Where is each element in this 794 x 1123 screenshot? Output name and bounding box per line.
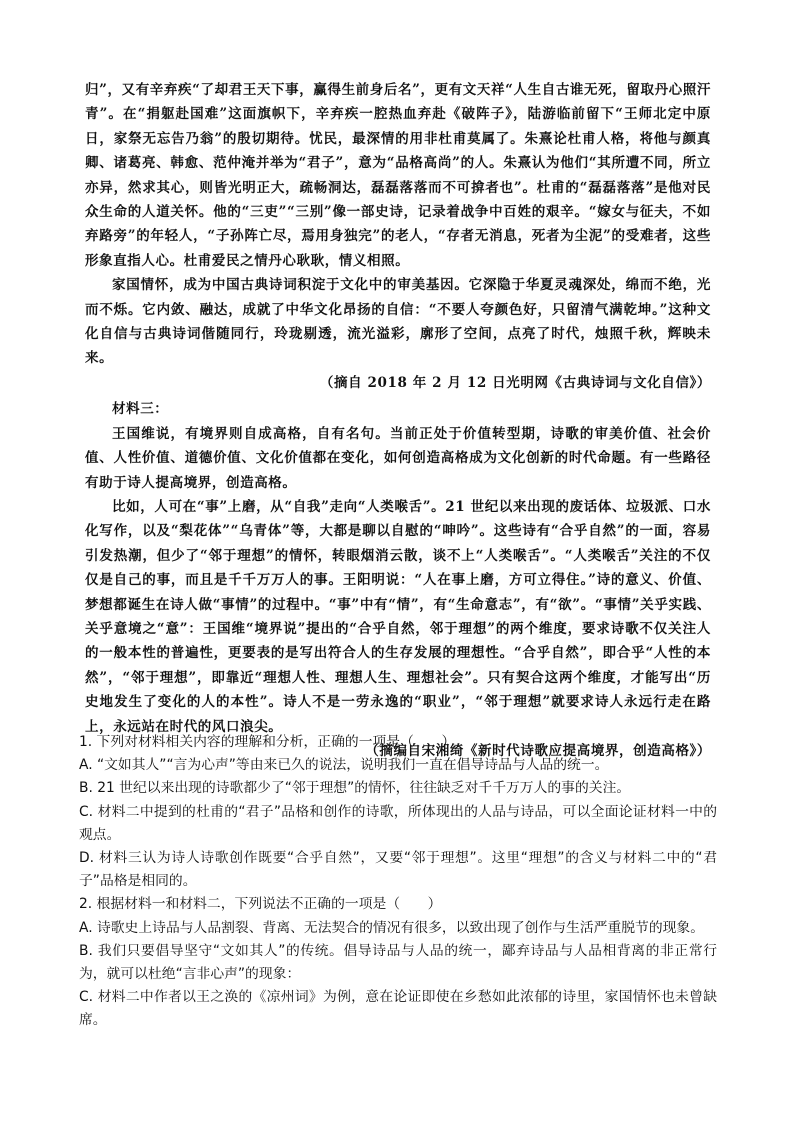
question-stem: 2. 根据材料一和材料二，下列说法不正确的一项是（ ） — [79, 896, 442, 913]
answer-option: D. 材料三认为诗人诗歌创作既要“合乎自然”，又要“邻于理想”。这里“理想”的含义与材料二中的“君子”品格是相同的。 — [79, 850, 717, 890]
passage-paragraph: 家国情怀，成为中国古典诗词积淀于文化中的审美基因。它深隐于华夏灵魂深处，绵而不绝，光而不烁。它内敛、融达，成就了中华文化昂扬的自信：“不要人夸颜色好，只留清气满乾坤。”这种文化自信与古典诗词偕随同行，玲珑剔透，流光溢彩，廓形了空间，点亮了时代，烛照千秋，辉映未来。 — [85, 277, 711, 367]
material-heading: 材料三： — [112, 401, 169, 418]
answer-option: A. 诗歌史上诗品与人品割裂、背离、无法契合的情况有很多，以致出现了创作与生活严重脱节的现象。 — [79, 919, 705, 936]
question-section — [79, 731, 717, 1033]
answer-option: C. 材料二中提到的杜甫的“君子”品格和创作的诗歌，所体现出的人品与诗品，可以全面论证材料一中的观点。 — [79, 803, 717, 843]
passage-source: （摘自 2018 年 2 月 12 日光明网《古典诗词与文化自信》） — [319, 374, 711, 391]
passage-paragraph: 比如，人可在“事”上磨，从“自我”走向“人类喉舌”。21 世纪以来出现的废话体、垃圾派、口水化写作，以及“梨花体”“乌青体”等，大都是聊以自慰的“呻吟”。这些诗有“合乎自然”的一面，容易引发热潮，但少了“邻于理想”的情怀，转眼烟消云散，谈不上“人类喉舌”。“人类喉舌”关注的不仅仅是自己的事，而且是千千万万人的事。王阳明说：“人在事上磨，方可立得住。”诗的意义、价值、梦想都诞生在诗人做“事情”的过程中。“事”中有“情”，有“生命意志”，有“欲”。“事情”关乎实践、关乎意境之“意”：王国维“境界说”提出的“合乎自然，邻于理想”的两个维度，要求诗歌不仅关注人的一般本性的普遍性，更要表的是写出符合人的生存发展的理想性。“合乎自然”，即合乎“人性的本然”，“邻于理想”，即靠近“理想人性、理想人生、理想社会”。只有契合这两个维度，才能写出“历史地发生了变化的人的本性”。诗人不是一劳永逸的“职业”，“邻于理想”就要求诗人永远行走在路上，永远站在时代的风口浪尖。 — [85, 498, 711, 735]
question-2 — [79, 893, 717, 1032]
answer-option: B. 我们只要倡导坚守“文如其人”的传统。倡导诗品与人品的统一，鄙弃诗品与人品相背离的非正常行为，就可以杜绝“言非心声”的现象： — [79, 942, 717, 983]
passage-source: （摘编自宋湘绮《新时代诗歌应提高境界，创造高格》） — [365, 742, 711, 759]
answer-option: B. 21 世纪以来出现的诗歌都少了“邻于理想”的情怀，往往缺乏对千千万万人的事的关注。 — [79, 780, 631, 797]
reading-passage — [85, 78, 711, 763]
passage-paragraph: 王国维说，有境界则自成高格，自有名句。当前正处于价值转型期，诗歌的审美价值、社会价值、人性价值、道德价值、文化价值都在变化，如何创造高格成为文化创新的时代命题。有一些路径有助于诗人提高境界，创造高格。 — [85, 425, 711, 491]
question-stem: 1. 下列对材料相关内容的理解和分析，正确的一项是（ ） — [79, 734, 456, 750]
answer-option: A. “文如其人”“言为心声”等由来已久的说法，说明我们一直在倡导诗品与人品的统一。 — [79, 757, 609, 774]
answer-option: C. 材料二中作者以王之涣的《凉州词》为例，意在论证即使在乡愁如此浓郁的诗里，家国情怀也未曾缺席。 — [79, 989, 717, 1029]
question-1 — [79, 731, 717, 893]
passage-paragraph: 归”，又有辛弃疾“了却君王天下事，赢得生前身后名”，更有文天祥“人生自古谁无死，留取丹心照汗青”。在“捐躯赴国难”这面旗帜下，辛弃疾一腔热血弃赴《破阵子》，陆游临前留下“王师北定中原日，家祭无忘告乃翁”的殷切期待。忧民，最深情的用非杜甫莫属了。朱熹论杜甫人格，将他与颜真卿、诸葛亮、韩愈、范仲淹并举为“君子”，意为“品格高尚”的人。朱熹认为他们“其所遭不同，所立亦异，然求其心，则皆光明正大，疏畅洞达，磊磊落落而不可揜者也”。杜甫的“磊磊落落”是他对民众生命的人道关怀。他的“三吏”“三别”像一部史诗，记录着战争中百姓的艰辛。“嫁女与征夫，不如弃路旁”的年轻人，“子孙阵亡尽，焉用身独完”的老人，“存者无消息，死者为尘泥”的受难者，这些形象直指人心。杜甫爱民之情丹心耿耿，情义相照。 — [85, 82, 711, 269]
